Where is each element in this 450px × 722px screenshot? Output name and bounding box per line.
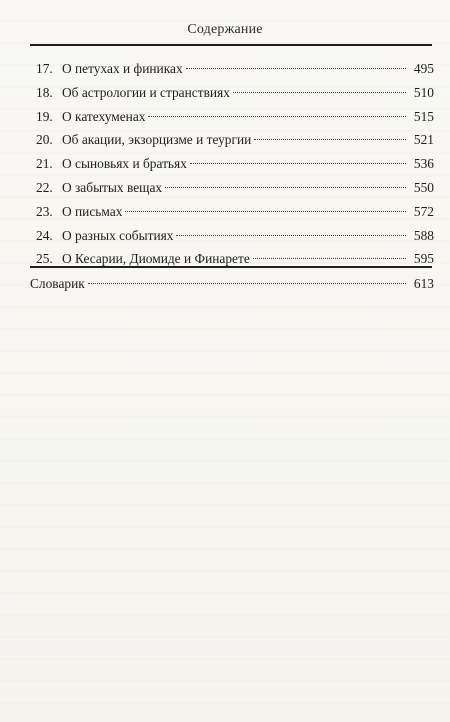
toc-item-number: 22. <box>36 179 53 195</box>
toc-item-number: 19. <box>36 108 53 124</box>
glossary-entry <box>30 272 434 295</box>
section-rule <box>30 266 432 268</box>
toc-item-number: 21. <box>36 156 53 172</box>
toc-item-number: 18. <box>36 84 53 100</box>
glossary-title: Словарик <box>30 276 85 291</box>
toc-item-title: Об астрологии и странствиях <box>62 84 230 100</box>
toc-item-number: 25. <box>36 251 53 267</box>
leader-dots <box>148 116 406 117</box>
leader-dots <box>125 211 406 212</box>
toc-item-23 <box>36 200 434 224</box>
toc-item-page: 588 <box>413 227 434 243</box>
leader-dots <box>88 283 406 284</box>
toc-item-title: О письмах <box>62 203 123 219</box>
toc-item-20 <box>36 128 434 152</box>
toc-item-number: 17. <box>36 61 53 76</box>
leader-dots <box>186 68 406 69</box>
toc-item-21 <box>36 152 434 176</box>
leader-dots <box>253 258 406 259</box>
toc-item-18 <box>36 81 434 105</box>
toc-item-17 <box>36 57 434 81</box>
toc-item-page: 536 <box>413 156 434 172</box>
toc-item-title: О Кесарии, Диомиде и Финарете <box>62 251 250 267</box>
leader-dots <box>165 187 406 188</box>
page-header: Содержание <box>187 22 263 37</box>
glossary-page: 613 <box>413 276 434 291</box>
toc-item-title: О забытых вещах <box>62 179 163 195</box>
toc-item-page: 595 <box>413 251 434 267</box>
toc-item-title: О катехуменах <box>62 108 146 124</box>
toc-item-page: 521 <box>413 132 434 148</box>
toc-item-page: 495 <box>413 61 434 76</box>
toc-item-title: О сыновьях и братьях <box>62 156 187 172</box>
toc-item-page: 550 <box>413 179 434 195</box>
toc-item-title: Об акации, экзорцизме и теургии <box>62 132 252 148</box>
header-rule <box>30 44 432 46</box>
toc-item-number: 23. <box>36 203 53 219</box>
toc-item-title: О петухах и финиках <box>62 61 183 76</box>
toc-item-title: О разных событиях <box>62 227 174 243</box>
table-of-contents <box>36 57 434 271</box>
toc-item-number: 20. <box>36 132 53 148</box>
leader-dots <box>190 163 406 164</box>
toc-item-page: 515 <box>413 108 434 124</box>
toc-item-page: 510 <box>413 84 434 100</box>
toc-item-page: 572 <box>413 203 434 219</box>
toc-item-22 <box>36 176 434 200</box>
leader-dots <box>254 139 406 140</box>
toc-item-19 <box>36 105 434 129</box>
leader-dots <box>233 92 406 93</box>
toc-item-number: 24. <box>36 227 53 243</box>
toc-item-24 <box>36 224 434 248</box>
toc-item-25 <box>36 247 434 271</box>
leader-dots <box>176 235 406 236</box>
